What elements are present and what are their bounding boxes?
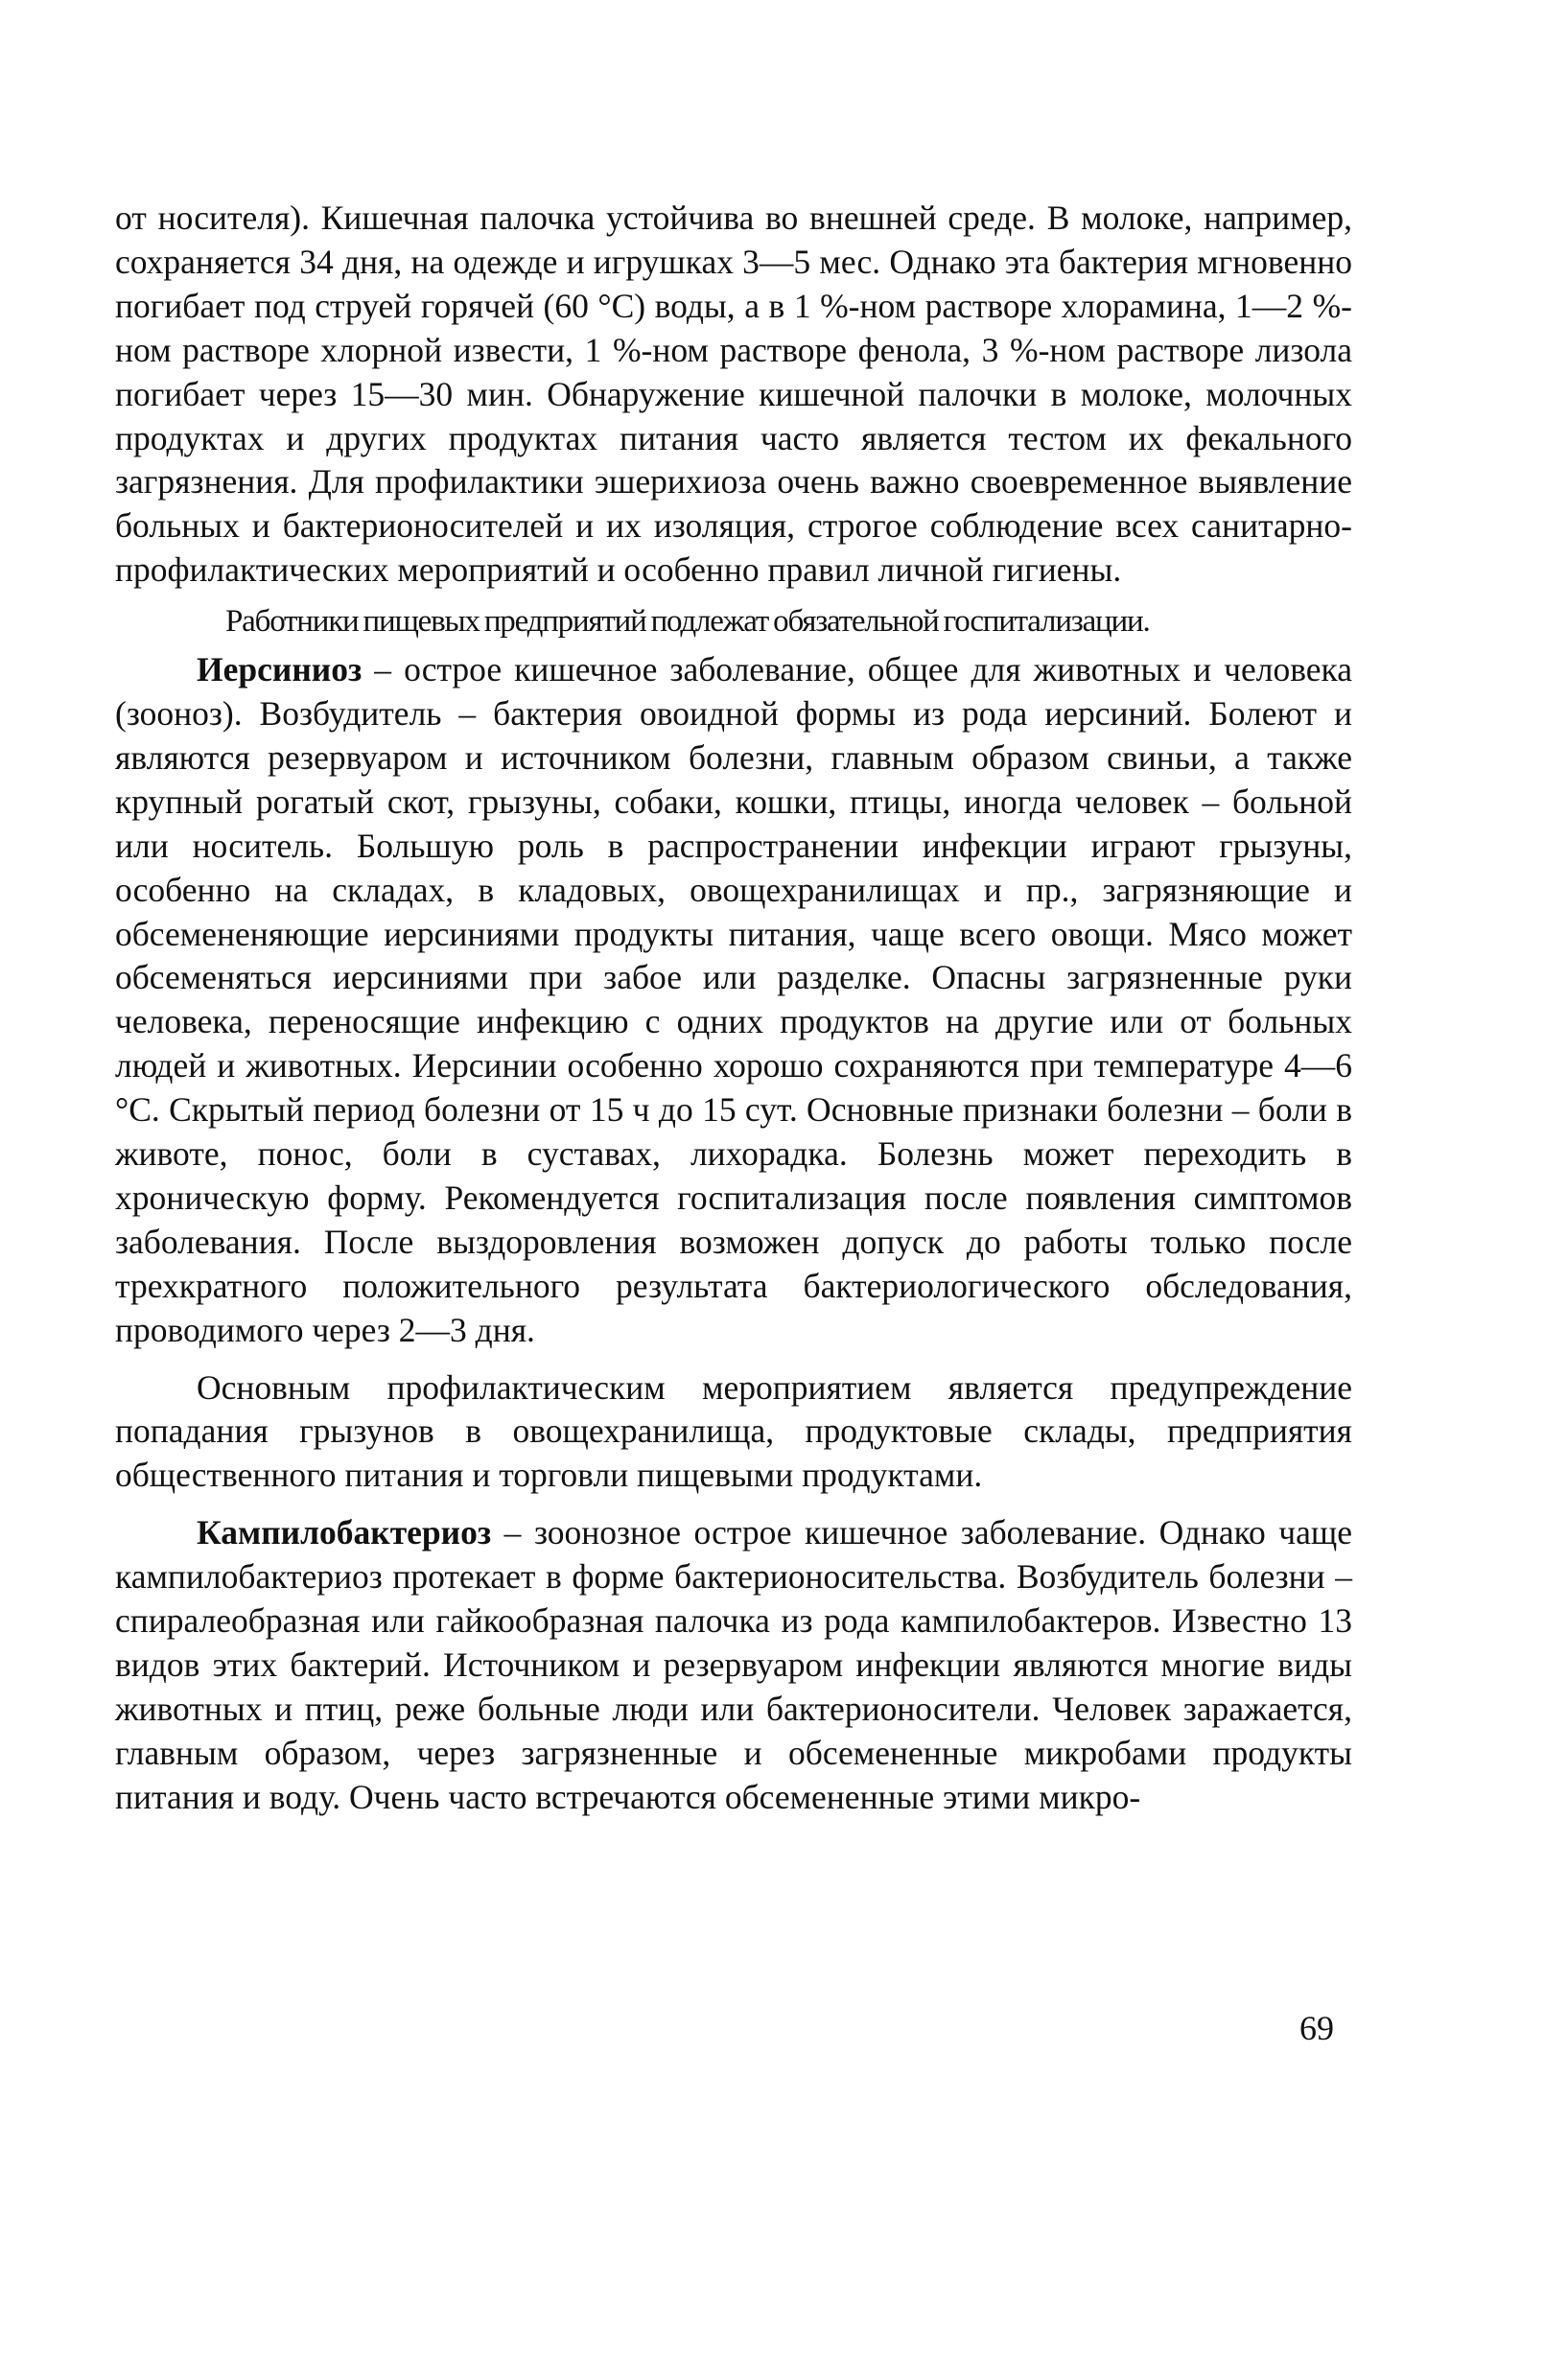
paragraph-yersiniosis [115,648,1352,1353]
paragraph-campylobacteriosis [115,1511,1352,1819]
term-yersiniosis: Иерсиниоз [197,650,363,689]
page-body [115,197,1352,1820]
paragraph-yersiniosis-text: – острое кишечное заболевание, общее для животных и человека (зооноз). Возбудитель – бактерия овоидной формы из рода иерсиний. Болеют и являются резервуаром и источником болезни, главным образом свиньи, а также крупный рогатый скот, грызуны, собаки, кошки, птицы, иногда человек – больной или носитель. Большую роль в распространении инфекции играют грызуны, особенно на складах, в кладовых, овощехранилищах и пр., загрязняющие и обсемененяющие иерсиниями продукты питания, чаще всего овощи. Мясо может обсеменяться иерсиниями при забое или разделке. Опасны загрязненные руки человека, переносящие инфекцию с одних продуктов на другие или от больных людей и животных. Иерсинии особенно хорошо сохраняются при температуре 4—6 °С. Скрытый период болезни от 15 ч до 15 сут. Основные признаки болезни – боли в животе, понос, боли в суставах, лихорадка. Болезнь может переходить в хроническую форму. Рекомендуется госпитализация после появления симптомов заболевания. После выздоровления возможен допуск до работы только после трехкратного положительного результата бактериологического обследования, проводимого через 2—3 дня. [115,650,1352,1349]
term-campylobacteriosis: Кампилобактериоз [197,1513,492,1552]
paragraph-workers-hospitalization: Работники пищевых предприятий подлежат обязательной госпитализации. [225,604,1150,640]
page-number: 69 [1299,2009,1334,2047]
paragraph-escherichia-continued: от носителя). Кишечная палочка устойчива во внешней среде. В молоке, например, сохраняется 34 дня, на одежде и игрушках 3—5 мес. Однако эта бактерия мгновенно погибает под струей горячей (60 °С) воды, а в 1 %-ном растворе хлорамина, 1—2 %-ном растворе хлорной извести, 1 %-ном растворе фенола, 3 %-ном растворе лизола погибает через 15—30 мин. Обнаружение кишечной палочки в молоке, молочных продуктах и других продуктах питания часто является тестом их фекального загрязнения. Для профилактики эшерихиоза очень важно своевременное выявление больных и бактерионосителей и их изоляция, строгое соблюдение всех санитарно-профилактических мероприятий и особенно правил личной гигиены. [115,198,1352,590]
paragraph-prevention: Основным профилактическим мероприятием является предупреждение попадания грызунов в овощехранилища, продуктовые склады, предприятия общественного питания и торговли пищевыми продуктами. [115,1367,1352,1495]
paragraph-campylobacteriosis-text: – зоонозное острое кишечное заболевание. Однако чаще кампилобактериоз протекает в форме бактерионосительства. Возбудитель болезни – спиралеобразная или гайкообразная палочка из рода кампилобактеров. Известно 13 видов этих бактерий. Источником и резервуаром инфекции являются многие виды животных и птиц, реже больные люди или бактерионосители. Человек заражается, главным образом, через загрязненные и обсемененные микробами продукты питания и воду. Очень часто встречаются обсемененные этими микро- [115,1513,1352,1816]
